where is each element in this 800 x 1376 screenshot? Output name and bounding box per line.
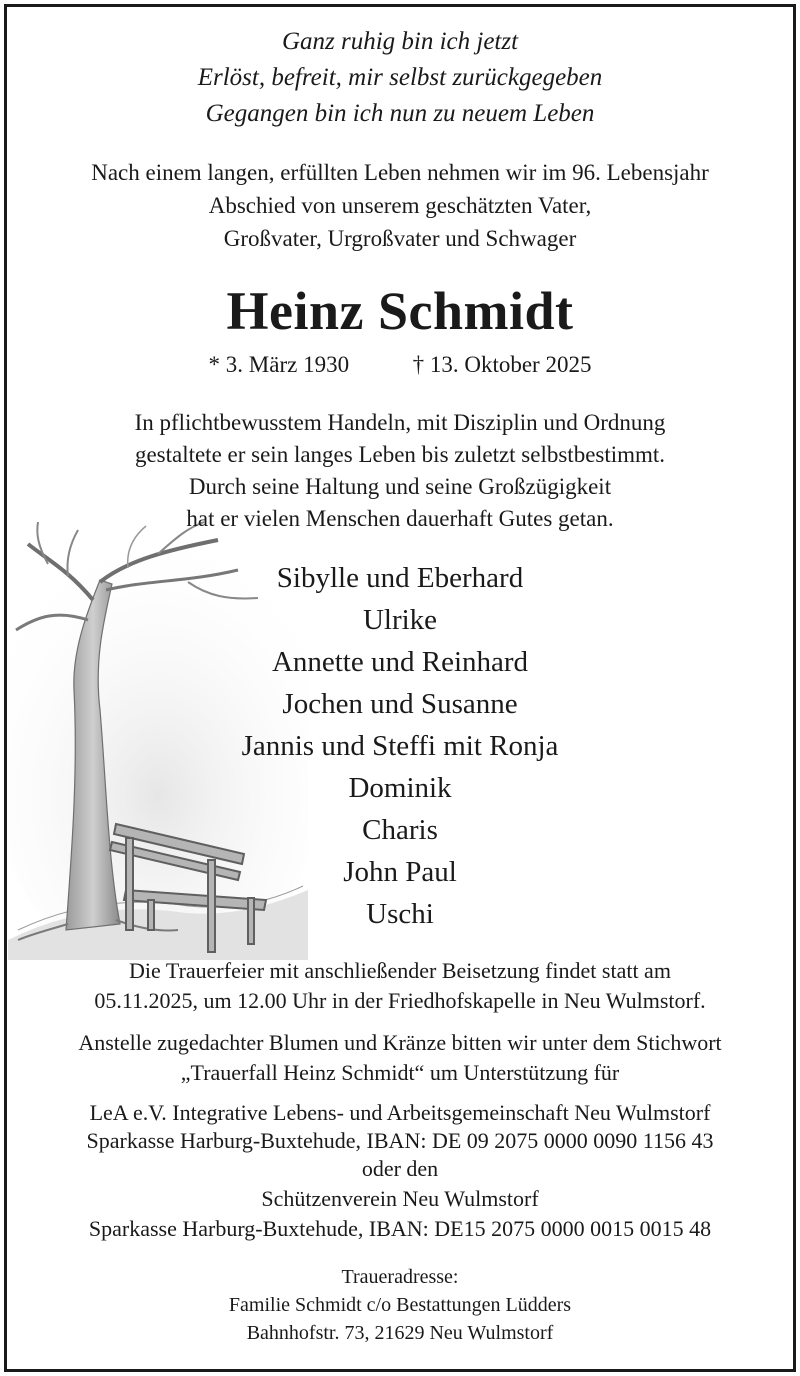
donation-target-line: oder den — [361, 1156, 439, 1181]
birth-date: * 3. März 1930 — [208, 352, 350, 377]
mourner-name: Jochen und Susanne — [282, 688, 518, 720]
ceremony-line: 05.11.2025, um 12.00 Uhr in der Friedhofskapelle in Neu Wulmstorf. — [94, 988, 706, 1013]
tribute-line: Durch seine Haltung und seine Großzügigkeit — [188, 474, 612, 499]
intro-line: Nach einem langen, erfüllten Leben nehmen wir im 96. Lebensjahr — [91, 160, 709, 185]
intro-line: Abschied von unserem geschätzten Vater, — [208, 193, 592, 218]
address-line: Familie Schmidt c/o Bestattungen Lüdders — [228, 1294, 572, 1316]
mourner-name: Ulrike — [362, 604, 438, 636]
mourner-name: Jannis und Steffi mit Ronja — [241, 730, 559, 762]
mourner-name: Dominik — [348, 772, 452, 804]
donation-target-line: Sparkasse Harburg-Buxtehude, IBAN: DE15 2075 0000 0015 0015 48 — [88, 1216, 712, 1241]
mourner-name: Charis — [362, 814, 438, 846]
mourner-name: Uschi — [366, 898, 434, 930]
donation-target-line: LeA e.V. Integrative Lebens- und Arbeitsgemeinschaft Neu Wulmstorf — [89, 1100, 711, 1125]
donation-target-line: Schützenverein Neu Wulmstorf — [261, 1186, 539, 1211]
address-line: Bahnhofstr. 73, 21629 Neu Wulmstorf — [246, 1322, 554, 1344]
death-date: † 13. Oktober 2025 — [412, 352, 592, 377]
mourner-name: Sibylle und Eberhard — [276, 562, 524, 594]
tribute-line: gestaltete er sein langes Leben bis zuletzt selbstbestimmt. — [134, 442, 666, 467]
life-dates — [0, 352, 800, 378]
intro-line: Großvater, Urgroßvater und Schwager — [223, 226, 577, 251]
tribute-line: hat er vielen Menschen dauerhaft Gutes getan. — [186, 506, 614, 531]
mourner-name: John Paul — [343, 856, 457, 888]
donation-request-line: „Trauerfall Heinz Schmidt“ um Unterstützung für — [180, 1060, 620, 1085]
poem-line: Erlöst, befreit, mir selbst zurückgegeben — [197, 64, 603, 91]
ceremony-line: Die Trauerfeier mit anschließender Beisetzung findet statt am — [129, 958, 671, 983]
poem-line: Ganz ruhig bin ich jetzt — [281, 28, 519, 55]
poem-line: Gegangen bin ich nun zu neuem Leben — [205, 100, 595, 127]
donation-request-line: Anstelle zugedachter Blumen und Kränze bitten wir unter dem Stichwort — [78, 1030, 722, 1055]
tribute-line: In pflichtbewusstem Handeln, mit Disziplin und Ordnung — [134, 410, 666, 435]
donation-target-line: Sparkasse Harburg-Buxtehude, IBAN: DE 09 2075 0000 0090 1156 43 — [86, 1128, 714, 1153]
address-heading: Traueradresse: — [341, 1266, 459, 1288]
deceased-name: Heinz Schmidt — [226, 281, 574, 341]
mourner-name: Annette und Reinhard — [271, 646, 529, 678]
